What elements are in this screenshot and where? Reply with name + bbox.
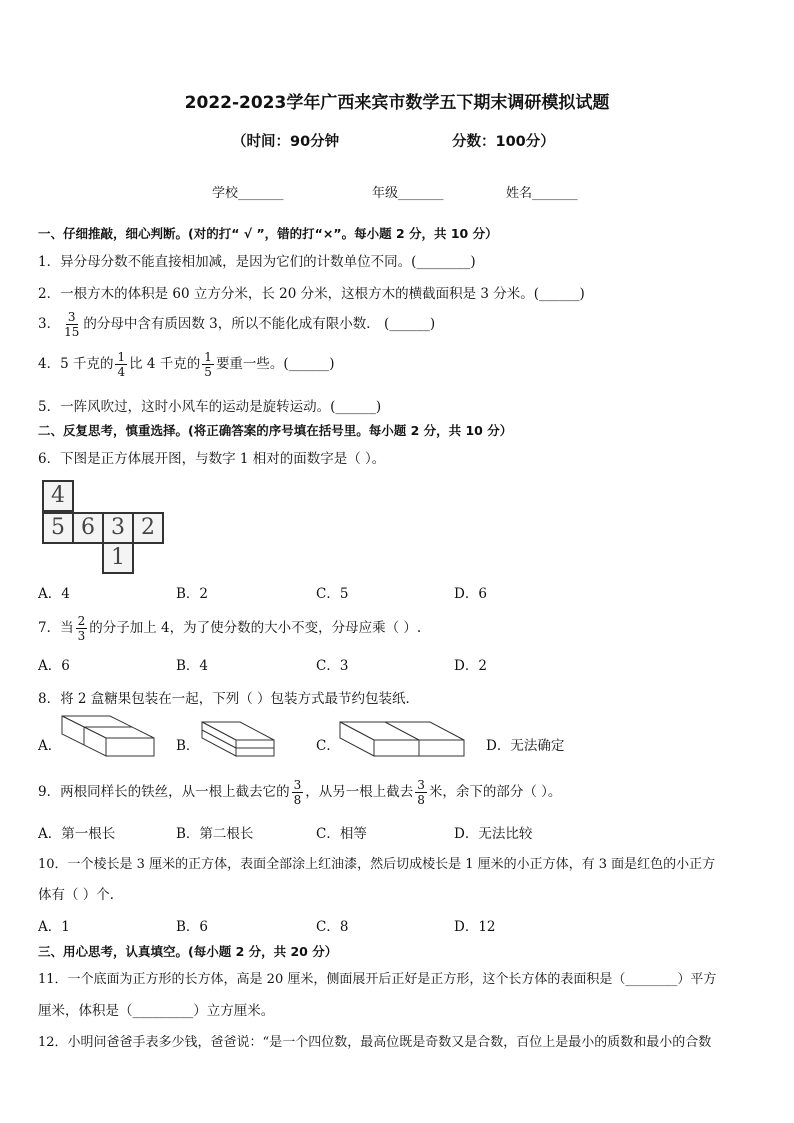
q9-prefix: 9．两根同样长的铁丝，从一根上截去它的 (38, 784, 290, 800)
net-face-1: 1 (102, 542, 134, 574)
question-10-line-1: 10．一个棱长是 3 厘米的正方体，表面全部涂上红油漆，然后切成棱长是 1 厘米的小正方体，有 3 面是红色的小正方 (38, 857, 716, 872)
q3-text: 的分母中含有质因数 3，所以不能化成有限小数． (______) (83, 316, 436, 332)
q8-option-b[interactable]: B． (176, 738, 200, 754)
box-option-b-illustration (198, 718, 278, 760)
denominator: 8 (417, 793, 425, 807)
page-title: 2022-2023学年广西来宾市数学五下期末调研模拟试题 (184, 93, 610, 113)
q4-prefix: 4．5 千克的 (38, 356, 114, 372)
q10-option-b[interactable]: B．6 (176, 919, 209, 935)
question-9 (38, 778, 561, 807)
fraction-3-8-a (292, 778, 304, 807)
net-face-2: 2 (132, 512, 164, 544)
numerator: 2 (77, 614, 86, 628)
question-11-line-2: 厘米，体积是（_________）立方厘米。 (38, 1003, 275, 1019)
fraction-3-15 (62, 310, 81, 339)
q9-option-d[interactable]: D．无法比较 (454, 826, 533, 842)
fraction-2-3 (76, 614, 88, 643)
box-option-c-illustration (336, 718, 470, 760)
q6-option-b[interactable]: B．2 (176, 586, 209, 602)
q4-text: 要重一些。(______) (215, 356, 335, 372)
q9-option-a[interactable]: A．第一根长 (38, 826, 116, 842)
q7-option-a[interactable]: A．6 (38, 658, 70, 674)
q9-middle: ，从另一根上截去 (305, 784, 414, 800)
q9-text: 米，余下的部分（ ）。 (428, 784, 562, 800)
q7-option-d[interactable]: D．2 (454, 658, 487, 674)
net-face-3: 3 (102, 512, 134, 544)
q3-prefix: 3． (38, 316, 61, 332)
denominator: 4 (117, 365, 126, 379)
question-8: 8．将 2 盒糖果包装在一起，下列（ ）包装方式最节约包装纸． (38, 691, 420, 707)
denominator: 8 (293, 793, 302, 807)
question-6: 6．下图是正方体展开图，与数字 1 相对的面数字是（ ）。 (38, 451, 386, 467)
q6-option-a[interactable]: A．4 (38, 586, 70, 602)
question-2: 2．一根方木的体积是 60 立方分米，长 20 分米，这根方木的横截面积是 3 分米。(______) (38, 286, 585, 302)
section-3-heading: 三、用心思考，认真填空。(每小题 2 分，共 20 分） (38, 944, 338, 959)
question-3 (38, 310, 435, 339)
q10-option-c[interactable]: C．8 (316, 919, 349, 935)
numerator: 1 (117, 350, 126, 364)
numerator: 3 (67, 310, 76, 324)
school-field[interactable]: 学校_______ (212, 186, 284, 201)
numerator: 3 (293, 778, 302, 792)
question-7 (38, 614, 421, 643)
fraction-3-8-b (415, 778, 427, 807)
numerator: 1 (204, 350, 212, 364)
question-10-line-2: 体有（ ）个． (38, 887, 124, 903)
denominator: 3 (77, 629, 86, 643)
name-field[interactable]: 姓名_______ (506, 186, 578, 201)
cube-net-figure (40, 478, 162, 574)
q7-option-c[interactable]: C．3 (316, 658, 349, 674)
net-face-4: 4 (42, 480, 74, 512)
section-1-heading: 一、仔细推敲，细心判断。(对的打“ √ ”，错的打“×”。每小题 2 分，共 10 分） (38, 226, 498, 241)
question-5: 5．一阵风吹过，这时小风车的运动是旋转运动。(______) (38, 399, 382, 415)
q7-prefix: 7．当 (38, 620, 74, 636)
q4-middle: 比 4 千克的 (129, 356, 201, 372)
q7-text: 的分子加上 4，为了使分数的大小不变，分母应乘（ ）. (89, 620, 422, 636)
q7-option-b[interactable]: B．4 (176, 658, 209, 674)
fraction-1-4 (115, 350, 127, 379)
q8-option-d[interactable]: D．无法确定 (486, 738, 565, 754)
q10-option-d[interactable]: D．12 (454, 919, 496, 935)
q6-option-d[interactable]: D．6 (454, 586, 487, 602)
denominator: 5 (204, 365, 212, 379)
grade-field[interactable]: 年级_______ (372, 186, 444, 201)
section-2-heading: 二、反复思考，慎重选择。(将正确答案的序号填在括号里。每小题 2 分，共 10 分） (38, 423, 513, 438)
exam-time: （时间：90分钟 (232, 134, 340, 150)
question-11-line-1: 11．一个底面为正方形的长方体，高是 20 厘米，侧面展开后正好是正方形，这个长方体的表面积是（________）平方 (38, 972, 717, 987)
q9-option-b[interactable]: B．第二根长 (176, 826, 254, 842)
net-face-6: 6 (72, 512, 104, 544)
net-face-5: 5 (42, 512, 74, 544)
q10-option-a[interactable]: A．1 (38, 919, 70, 935)
q6-option-c[interactable]: C．5 (316, 586, 349, 602)
q8-option-c[interactable]: C． (316, 738, 340, 754)
question-4 (38, 350, 334, 379)
fraction-1-5 (202, 350, 214, 379)
box-option-a-illustration (58, 712, 158, 762)
question-12: 12．小明问爸爸手表多少钱，爸爸说：“是一个四位数，最高位既是奇数又是合数，百位上是最小的质数和最小的合数 (38, 1035, 712, 1050)
numerator: 3 (417, 778, 425, 792)
denominator: 15 (64, 325, 80, 339)
question-1: 1．异分母分数不能直接相加减，是因为它们的计数单位不同。(________) (38, 254, 476, 270)
q8-option-a[interactable]: A． (38, 738, 62, 754)
exam-score: 分数：100分） (452, 134, 555, 150)
q9-option-c[interactable]: C．相等 (316, 826, 367, 842)
